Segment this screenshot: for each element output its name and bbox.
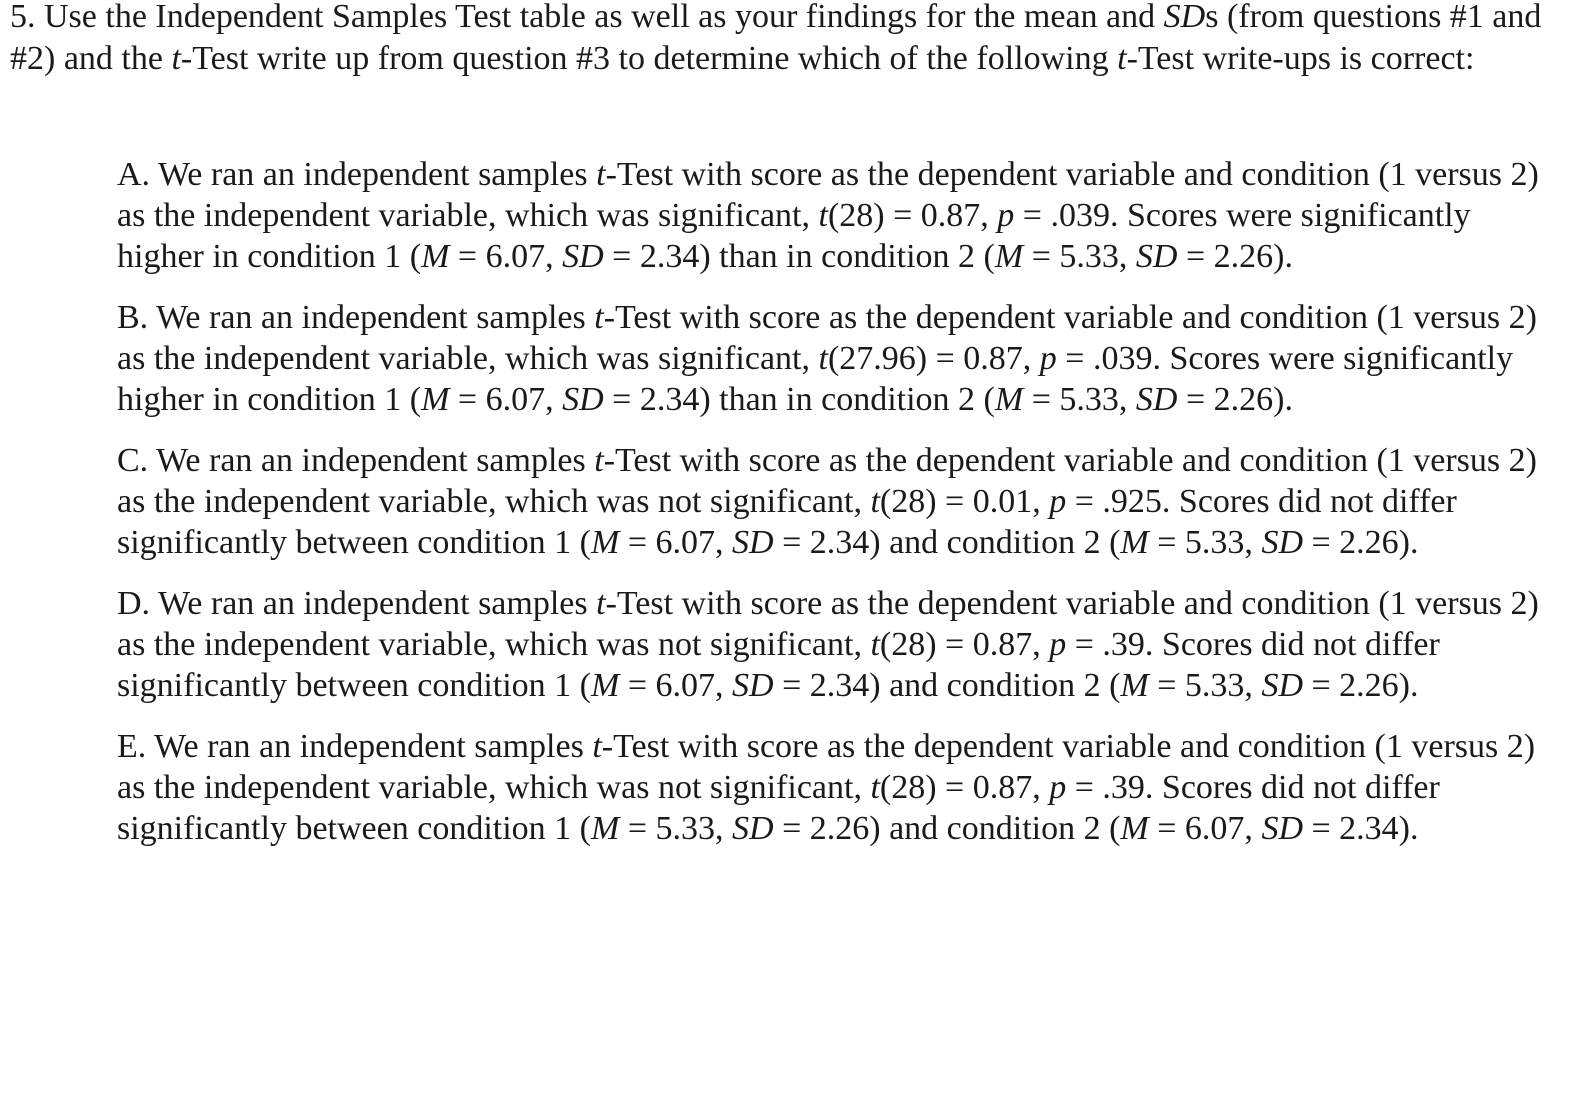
option-a-segment: p xyxy=(997,197,1015,234)
option-e-segment: p xyxy=(1049,769,1067,806)
option-e-segment: M xyxy=(591,810,620,847)
option-c-segment: t xyxy=(594,442,604,479)
option-e-segment: M xyxy=(1120,810,1149,847)
option-a-segment: t xyxy=(596,156,606,193)
option-b-segment: -Test with score as the dependent variable and condition (1 versus 2) as the independent variable, which was significant, xyxy=(117,299,1537,377)
option-a-segment: SD xyxy=(562,238,604,275)
option-c-segment: SD xyxy=(732,524,774,561)
option-c-segment: C. We ran an independent samples xyxy=(117,442,595,479)
option-d-segment: SD xyxy=(732,667,774,704)
option-c-segment: M xyxy=(1120,524,1149,561)
option-d-segment: SD xyxy=(1261,667,1303,704)
option-c-segment: t xyxy=(870,483,880,520)
option-a-segment: M xyxy=(994,238,1024,275)
option-b-segment: p xyxy=(1039,340,1057,377)
option-a-segment: -Test with score as the dependent variable and condition (1 versus 2) as the independent variable, which was significant, xyxy=(117,156,1539,234)
option-c-segment: = 6.07, xyxy=(619,524,733,561)
option-a-segment: t xyxy=(818,197,828,234)
answer-option-e[interactable] xyxy=(117,726,1557,849)
question-segment: 5. Use the Independent Samples Test table as well as your findings for the mean and xyxy=(10,0,1164,35)
option-c-segment: M xyxy=(591,524,620,561)
option-e-segment: t xyxy=(592,728,602,765)
option-e-segment: -Test with score as the dependent variable and condition (1 versus 2) as the independent variable, which was not significant, xyxy=(117,728,1536,806)
option-b-segment: (27.96) = 0.87, xyxy=(827,340,1040,377)
question-segment: t xyxy=(171,39,181,77)
answer-option-d[interactable] xyxy=(117,583,1557,706)
answer-option-b[interactable] xyxy=(117,297,1557,420)
option-d-segment: = 2.34) and condition 2 ( xyxy=(773,667,1121,704)
option-b-segment: = 2.34) than in condition 2 ( xyxy=(603,381,995,418)
option-d-segment: t xyxy=(596,585,606,622)
option-b-segment: = 6.07, xyxy=(449,381,563,418)
option-c-segment: (28) = 0.01, xyxy=(879,483,1050,520)
option-c-segment: SD xyxy=(1261,524,1303,561)
option-b-segment: SD xyxy=(562,381,604,418)
option-c-segment: -Test with score as the dependent variable and condition (1 versus 2) as the independent variable, which was not significant, xyxy=(117,442,1537,520)
option-b-segment: t xyxy=(818,340,828,377)
option-c-segment: = 2.34) and condition 2 ( xyxy=(773,524,1121,561)
option-a-segment: = 2.34) than in condition 2 ( xyxy=(603,238,995,275)
option-a-segment: = .039. Scores were significantly higher in condition 1 ( xyxy=(117,197,1471,275)
option-d-segment: M xyxy=(591,667,620,704)
option-c-segment: p xyxy=(1049,483,1067,520)
option-c-segment: = .925. Scores did not differ significantly between condition 1 ( xyxy=(117,483,1457,561)
option-b-segment: M xyxy=(421,381,450,418)
option-e-segment: SD xyxy=(1261,810,1303,847)
option-e-segment: E. We ran an independent samples xyxy=(117,728,593,765)
option-e-segment: = .39. Scores did not differ significantly between condition 1 ( xyxy=(117,769,1440,847)
answer-option-a[interactable] xyxy=(117,154,1557,277)
option-b-segment: SD xyxy=(1135,381,1178,418)
option-e-segment: SD xyxy=(732,810,774,847)
option-c-segment: = 5.33, xyxy=(1148,524,1262,561)
option-d-segment: = 2.26). xyxy=(1303,667,1419,704)
option-d-segment: -Test with score as the dependent variable and condition (1 versus 2) as the independent variable, which was not significant, xyxy=(117,585,1539,663)
option-a-segment: = 5.33, xyxy=(1023,238,1136,275)
option-d-segment: = .39. Scores did not differ significantly between condition 1 ( xyxy=(117,626,1440,704)
option-b-segment: = .039. Scores were significantly higher in condition 1 ( xyxy=(117,340,1514,418)
option-e-segment: t xyxy=(870,769,880,806)
option-e-segment: = 5.33, xyxy=(619,810,733,847)
option-e-segment: = 6.07, xyxy=(1148,810,1262,847)
option-a-segment: (28) = 0.87, xyxy=(827,197,998,234)
question-segment: s (from questions #1 and #2) and the xyxy=(10,0,1542,77)
option-e-segment: (28) = 0.87, xyxy=(879,769,1050,806)
option-d-segment: = 5.33, xyxy=(1148,667,1262,704)
option-a-segment: A. We ran an independent samples xyxy=(117,156,597,193)
option-d-segment: p xyxy=(1049,626,1067,663)
option-b-segment: B. We ran an independent samples xyxy=(117,299,595,336)
option-d-segment: (28) = 0.87, xyxy=(879,626,1050,663)
question-segment: SD xyxy=(1163,0,1206,35)
option-a-segment: = 6.07, xyxy=(449,238,563,275)
option-c-segment: = 2.26). xyxy=(1303,524,1419,561)
option-a-segment: M xyxy=(421,238,450,275)
option-e-segment: = 2.34). xyxy=(1303,810,1419,847)
option-d-segment: = 6.07, xyxy=(619,667,733,704)
answer-option-c[interactable] xyxy=(117,440,1557,563)
option-a-segment: SD xyxy=(1135,238,1178,275)
question-segment: -Test write-ups is correct: xyxy=(1126,39,1475,77)
option-d-segment: t xyxy=(870,626,880,663)
answer-options-list xyxy=(117,154,1557,869)
option-e-segment: = 2.26) and condition 2 ( xyxy=(773,810,1121,847)
question-segment: -Test write up from question #3 to determine which of the following xyxy=(180,39,1118,77)
option-d-segment: D. We ran an independent samples xyxy=(117,585,597,622)
question-segment: t xyxy=(1117,39,1127,77)
option-b-segment: = 5.33, xyxy=(1023,381,1136,418)
option-b-segment: M xyxy=(994,381,1024,418)
option-b-segment: t xyxy=(594,299,604,336)
option-a-segment: = 2.26). xyxy=(1177,238,1293,275)
option-d-segment: M xyxy=(1120,667,1149,704)
option-b-segment: = 2.26). xyxy=(1177,381,1293,418)
question-text xyxy=(10,0,1570,79)
